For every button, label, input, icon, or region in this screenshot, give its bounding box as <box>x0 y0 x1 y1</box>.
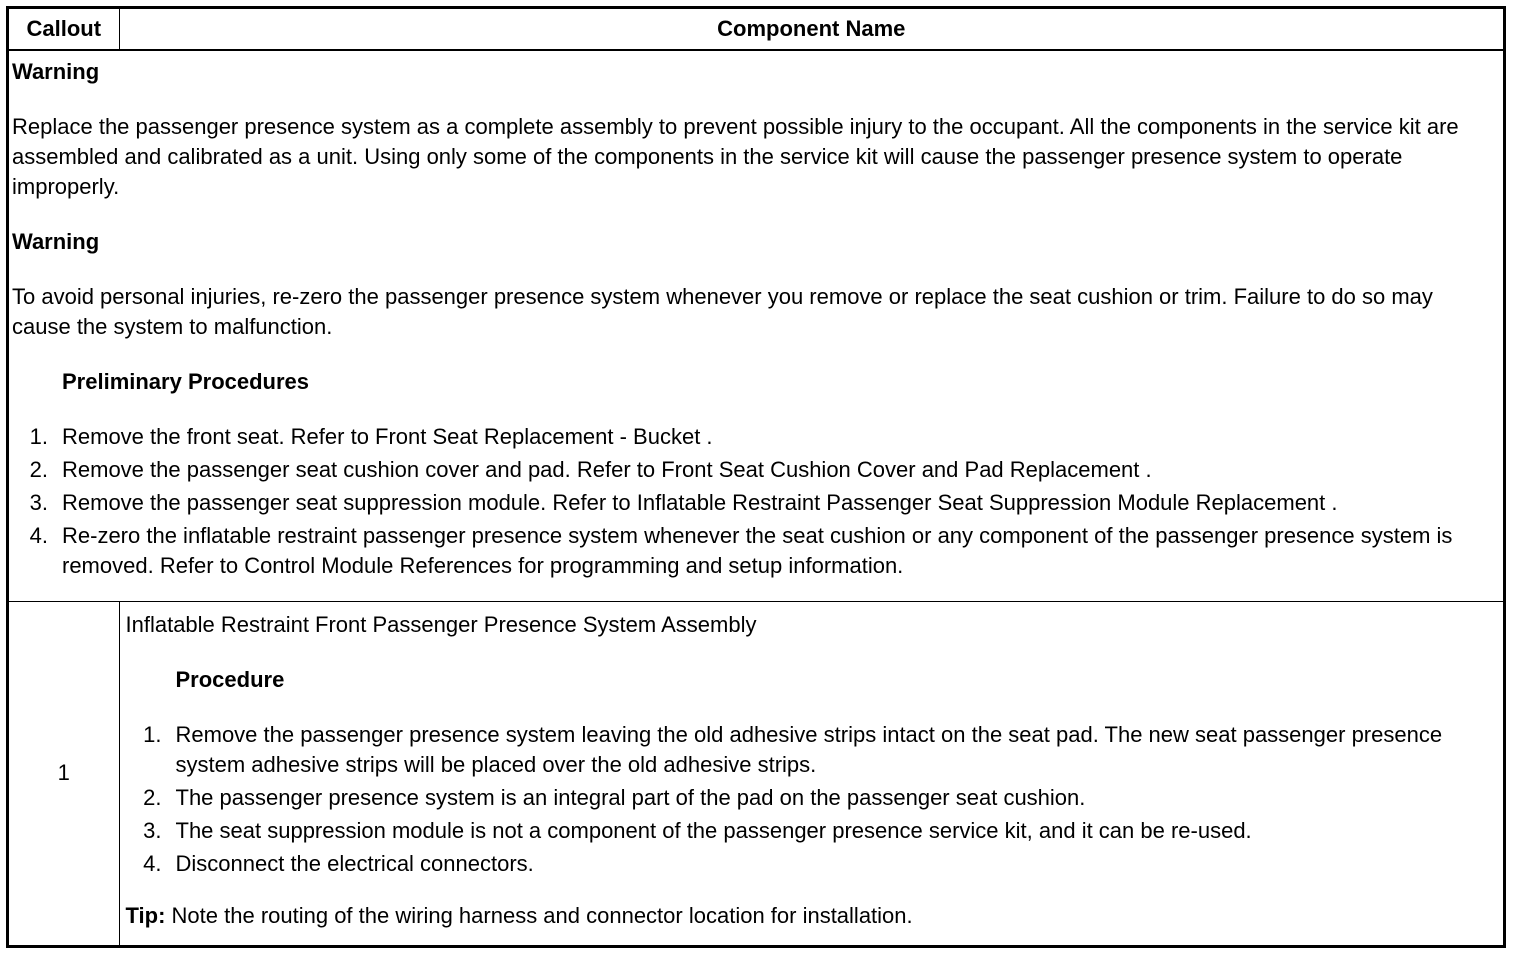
step-text: The passenger presence system is an integral part of the pad on the passenger seat cushion. <box>175 784 1086 810</box>
preliminary-procedures-title: Preliminary Procedures <box>62 369 310 394</box>
tip-text: Note the routing of the wiring harness and connector location for installation. <box>165 902 913 928</box>
list-item <box>126 849 1498 879</box>
preliminary-steps-list <box>12 422 1497 581</box>
header-row <box>9 9 1503 50</box>
step-text: Remove the passenger seat cushion cover and pad. Refer to Front Seat Cushion Cover and Pad Replacement . <box>62 457 1152 482</box>
step-number: 2. <box>29 457 48 482</box>
callout-number: 1 <box>9 601 119 945</box>
procedure-table <box>9 9 1503 945</box>
step-number: 3. <box>29 490 48 515</box>
step-text: The seat suppression module is not a component of the passenger presence service kit, and it can be re-used. <box>175 817 1252 843</box>
step-number: 3. <box>143 817 162 843</box>
component-name: Inflatable Restraint Front Passenger Presence System Assembly <box>125 611 757 637</box>
warning-title-1: Warning <box>12 59 100 84</box>
list-item <box>12 422 1497 452</box>
list-item <box>12 488 1497 518</box>
procedure-title: Procedure <box>175 666 285 692</box>
header-component-name: Component Name <box>119 9 1503 50</box>
step-text: Remove the front seat. Refer to Front Seat Replacement - Bucket . <box>62 424 713 449</box>
list-item <box>126 720 1498 780</box>
tip-label: Tip: <box>125 902 166 928</box>
step-number: 4. <box>143 850 162 876</box>
step-text: Remove the passenger seat suppression module. Refer to Inflatable Restraint Passenger Seat Suppression Module Replacement . <box>62 490 1338 515</box>
procedure-table-frame <box>6 6 1506 948</box>
step-number: 1. <box>143 721 162 747</box>
step-text: Re-zero the inflatable restraint passenger presence system whenever the seat cushion or any component of the passenger presence system is removed. Refer to Control Module References for programming and setup information. <box>62 523 1453 578</box>
step-number: 4. <box>29 523 48 548</box>
header-callout: Callout <box>9 9 119 50</box>
step-text: Disconnect the electrical connectors. <box>175 850 534 876</box>
component-cell <box>119 601 1503 945</box>
step-number: 2. <box>143 784 162 810</box>
list-item <box>12 455 1497 485</box>
tip-note <box>126 901 1498 931</box>
procedure-steps-list <box>126 720 1498 879</box>
warning-text-2: To avoid personal injuries, re-zero the passenger presence system whenever you remove or replace the seat cushion or trim. Failure to do so may cause the system to malfunction. <box>12 284 1433 339</box>
warning-text-1: Replace the passenger presence system as a complete assembly to prevent possible injury to the occupant. All the components in the service kit are assembled and calibrated as a unit. Using only some of the components in the service kit will cause the passenger presence system to operate improperly. <box>12 114 1459 199</box>
list-item <box>126 783 1498 813</box>
step-text: Remove the passenger presence system leaving the old adhesive strips intact on the seat pad. The new seat passenger presence system adhesive strips will be placed over the old adhesive strips. <box>175 721 1443 777</box>
step-number: 1. <box>29 424 48 449</box>
list-item <box>126 816 1498 846</box>
table-row <box>9 601 1503 945</box>
notes-row <box>9 50 1503 601</box>
list-item <box>12 521 1497 581</box>
notes-cell <box>9 50 1503 601</box>
warning-title-2: Warning <box>12 229 100 254</box>
